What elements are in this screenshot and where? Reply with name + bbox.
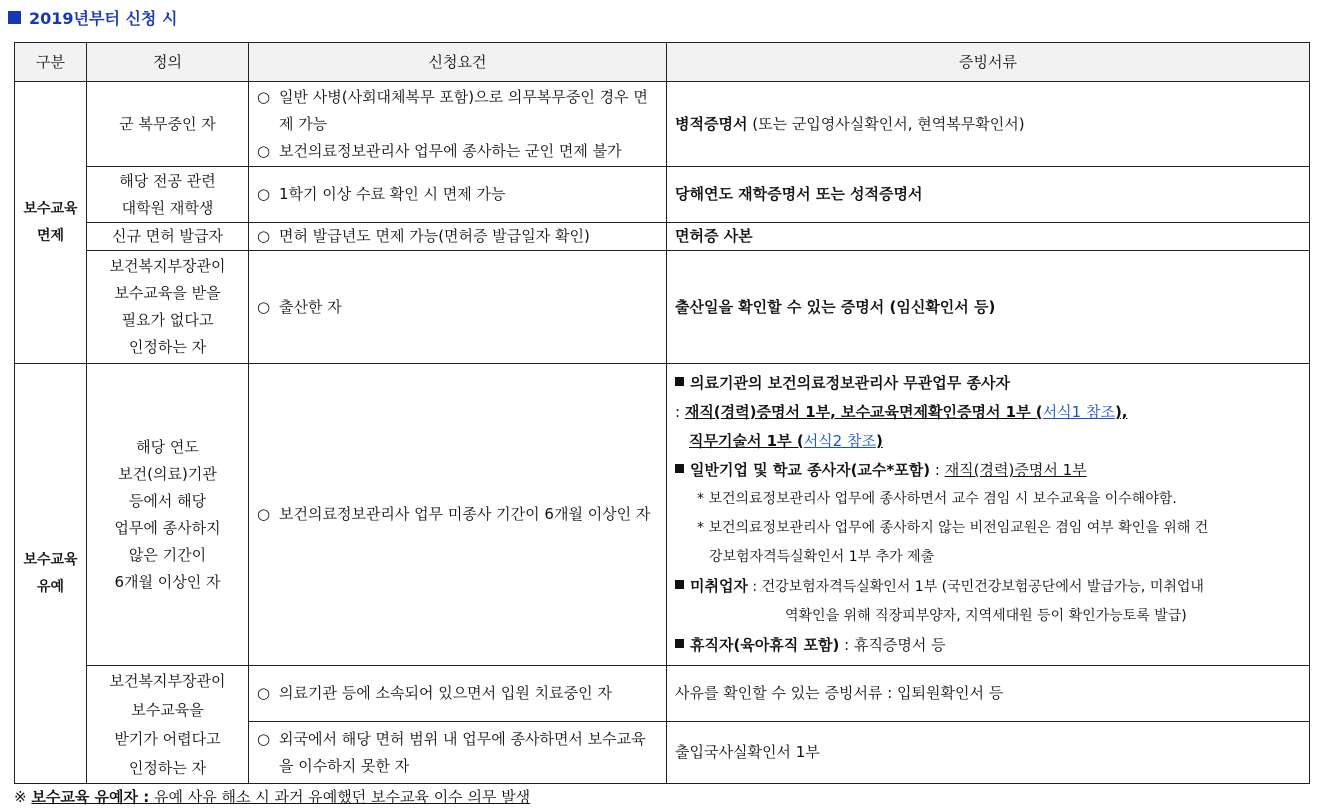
section-title — [8, 4, 177, 30]
header-definition: 정의 — [87, 43, 249, 82]
definition-cell: 해당 전공 관련 대학원 재학생 — [87, 167, 249, 223]
requirement-cell: ○ 일반 사병(사회대체복무 포함)으로 의무복무중인 경우 면제 가능 ○ 보건의료정보관리사 업무에 종사하는 군인 면제 불가 — [249, 82, 667, 167]
evidence-cell: 병적증명서 (또는 군입영사실확인서, 현역복무확인서) — [667, 82, 1310, 167]
definition-cell: 신규 면허 발급자 — [87, 223, 249, 251]
table-header-row — [15, 43, 1310, 82]
header-requirement: 신청요건 — [249, 43, 667, 82]
evidence-cell: 의료기관의 보건의료정보관리사 무관업무 종사자 : 재직(경력)증명서 1부, 보수교육면제확인증명서 1부 (서식1 참조), 직무기술서 1부 (서식2 참조) 일반기업 및 학교 종사자(교수*포함) : 재직(경력)증명서 1부 * 보건의료정보관리사 업무에 종사하면서 교수 겸임 시 보수교육을 이수해야함. * 보건의료정보관리사 업무에 종사하지 않는 비전임교원은 겸임 여부 확인을 위해 건 강보험자격득실확인서 1부 추가 제출 미취업자 : 건강보험자격득실확인서 1부 (국민건강보험공단에서 발급가능, 미취업내 역확인을 위해 직장피부양자, 지역세대원 등이 확인가능토록 발급) 휴직자(육아휴직 포함) : 휴직증명서 등 — [667, 364, 1310, 666]
requirement-cell: ○ 1학기 이상 수료 확인 시 면제 가능 — [249, 167, 667, 223]
requirement-cell: ○ 외국에서 해당 면허 범위 내 업무에 종사하면서 보수교육을 이수하지 못한 자 — [249, 722, 667, 784]
evidence-cell: 면허증 사본 — [667, 223, 1310, 251]
evidence-cell: 출입국사실확인서 1부 — [667, 722, 1310, 784]
circle-bullet-icon: ○ — [257, 141, 271, 160]
table-row — [15, 364, 1310, 666]
evidence-cell: 사유를 확인할 수 있는 증빙서류 : 입퇴원확인서 등 — [667, 666, 1310, 722]
category-defer: 보수교육 유예 — [15, 364, 87, 784]
square-bullet-icon — [8, 11, 21, 24]
table-row — [15, 223, 1310, 251]
requirement-cell: ○ 보건의료정보관리사 업무 미종사 기간이 6개월 이상인 자 — [249, 364, 667, 666]
square-bullet-icon — [675, 639, 684, 648]
form2-link[interactable]: 서식2 참조 — [803, 432, 876, 450]
requirement-cell: ○ 의료기관 등에 소속되어 있으면서 입원 치료중인 자 — [249, 666, 667, 722]
requirement-cell: ○ 면허 발급년도 면제 가능(면허증 발급일자 확인) — [249, 223, 667, 251]
definition-cell: 군 복무중인 자 — [87, 82, 249, 167]
category-exempt: 보수교육 면제 — [15, 82, 87, 364]
square-bullet-icon — [675, 464, 684, 473]
requirements-table — [14, 42, 1310, 784]
circle-bullet-icon: ○ — [257, 505, 271, 523]
evidence-cell: 출산일을 확인할 수 있는 증명서 (임신확인서 등) — [667, 251, 1310, 364]
circle-bullet-icon: ○ — [257, 185, 271, 203]
table-row — [15, 251, 1310, 364]
circle-bullet-icon: ○ — [257, 87, 271, 106]
circle-bullet-icon: ○ — [257, 684, 271, 702]
circle-bullet-icon: ○ — [257, 227, 271, 245]
header-evidence: 증빙서류 — [667, 43, 1310, 82]
circle-bullet-icon: ○ — [257, 729, 271, 748]
form1-link[interactable]: 서식1 참조 — [1042, 403, 1115, 421]
definition-cell: 보건복지부장관이 보수교육을 받을 필요가 없다고 인정하는 자 — [87, 251, 249, 364]
table-row — [15, 666, 1310, 722]
definition-cell: 보건복지부장관이 보수교육을 받기가 어렵다고 인정하는 자 — [87, 666, 249, 784]
square-bullet-icon — [675, 377, 684, 386]
header-category: 구분 — [15, 43, 87, 82]
evidence-cell: 당해연도 재학증명서 또는 성적증명서 — [667, 167, 1310, 223]
footer-note: ※ 보수교육 유예자 : 유예 사유 해소 시 과거 유예했던 보수교육 이수 의무 발생 — [14, 788, 531, 806]
table-row — [15, 82, 1310, 167]
definition-cell: 해당 연도 보건(의료)기관 등에서 해당 업무에 종사하지 않은 기간이 6개월 이상인 자 — [87, 364, 249, 666]
square-bullet-icon — [675, 580, 684, 589]
table-row — [15, 167, 1310, 223]
section-title-text: 2019년부터 신청 시 — [29, 8, 178, 28]
requirement-cell: ○ 출산한 자 — [249, 251, 667, 364]
circle-bullet-icon: ○ — [257, 297, 271, 316]
